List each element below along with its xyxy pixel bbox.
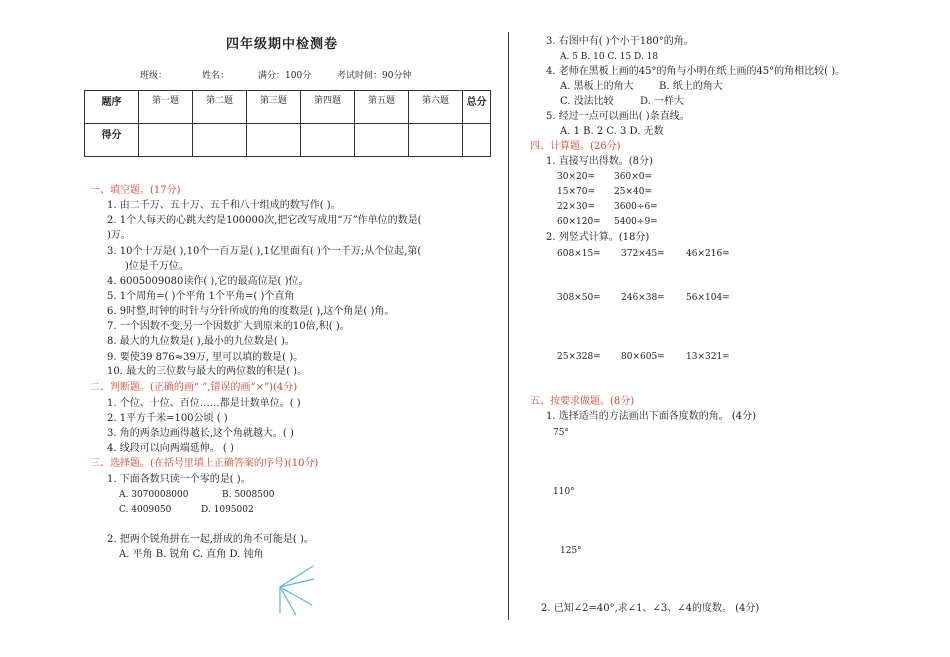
question-item: 5. 经过一点可以画出( )条直线。	[546, 111, 690, 122]
question-item: 1. 选择适当的方法画出下面各度数的角。 (4分)	[546, 411, 757, 422]
calc-item: 25×40=	[614, 187, 652, 197]
choice-option: D. 一样大	[640, 96, 685, 107]
choice-option: C. 4009050	[119, 505, 172, 515]
angle-label: 125°	[560, 546, 582, 556]
question-item: 3. 角的两条边画得越长,这个角就越大。( )	[107, 428, 294, 439]
score-input-cell[interactable]	[247, 124, 301, 157]
calc-item: 360×0=	[614, 172, 652, 182]
name-label: 姓名：	[202, 71, 230, 81]
question-item: 1. 直接写出得数。(8分)	[546, 156, 653, 167]
section-choice-title: 三、选择题。(在括号里填上正确答案的序号)(10分)	[90, 458, 319, 469]
column-divider	[508, 32, 509, 620]
choice-option: A. 3070008000	[119, 490, 189, 500]
question-item: )万。	[107, 230, 131, 241]
class-label: 班级：	[140, 71, 168, 81]
question-item: 2. 1平方千米=100公顷 ( )	[107, 413, 228, 424]
score-input-cell[interactable]	[355, 124, 409, 157]
choice-option: B. 纸上的角大	[659, 81, 723, 92]
full-score-label: 满分：100分	[258, 71, 312, 81]
score-input-cell[interactable]	[139, 124, 193, 157]
calc-item: 372×45=	[621, 249, 665, 259]
calc-item: 246×38=	[621, 293, 665, 303]
question-item: 1. 由二千万、五十万、五千和八十组成的数写作( )。	[107, 200, 341, 211]
question-item: 10. 最大的三位数与最大的两位数的积是( )。	[107, 366, 308, 377]
question-item: 4. 老师在黑板上画的45°的角与小明在纸上画的45°的角相比较( )。	[546, 66, 846, 77]
calc-item: 80×605=	[621, 352, 665, 362]
question-item: 7. 一个因数不变,另一个因数扩大到原来的10倍,积( )。	[107, 321, 350, 332]
score-table-score-row	[85, 124, 491, 157]
question-item: 5. 1个周角=( )个平角 1个平角=( )个直角	[107, 291, 295, 302]
choice-options: A. 平角 B. 锐角 C. 直角 D. 钝角	[119, 549, 264, 560]
calc-item: 30×20=	[557, 172, 595, 182]
ray-fan-figure	[270, 565, 320, 617]
question-item: 8. 最大的九位数是( ),最小的九位数是( )。	[107, 336, 295, 347]
exam-time-label: 考试时间：90分钟	[337, 71, 412, 81]
question-item: 1. 个位、十位、百位……都是计数单位。( )	[107, 398, 301, 409]
question-item: 3. 右图中有( )个小于180°的角。	[546, 36, 694, 47]
score-table-cell: 第五题	[355, 91, 409, 124]
score-table	[84, 90, 491, 157]
calc-item: 56×104=	[686, 293, 730, 303]
calc-item: 608×15=	[557, 249, 601, 259]
choice-option: C. 没法比较	[560, 96, 614, 107]
score-table-cell: 第二题	[193, 91, 247, 124]
score-table-cell: 第三题	[247, 91, 301, 124]
score-table-cell: 得分	[85, 124, 139, 157]
calc-item: 60×120=	[557, 217, 601, 227]
score-table-header-row	[85, 91, 491, 124]
question-item: 1. 下面各数只读一个零的是( )。	[107, 474, 251, 485]
calc-item: 13×321=	[686, 352, 730, 362]
section-calc-title: 四、计算题。(26分)	[530, 141, 621, 152]
score-table-cell: 第四题	[301, 91, 355, 124]
score-input-cell[interactable]	[301, 124, 355, 157]
choice-option: B. 5008500	[222, 490, 275, 500]
section-true-false-title: 二、判断题。(正确的画“ ”,错误的画“×”)(4分)	[90, 382, 298, 393]
section-fill-blank-title: 一、填空题。(17分)	[90, 185, 181, 196]
calc-item: 308×50=	[557, 293, 601, 303]
question-item: 3. 10个十万是( ),10个一百万是( ),1亿里面有( )个一千万;从个位起,第(	[107, 246, 422, 257]
calc-item: 3600÷6=	[614, 202, 658, 212]
question-item: 2. 已知∠2=40°,求∠1、∠3、∠4的度数。 (4分)	[541, 603, 760, 614]
score-table-cell: 第六题	[409, 91, 463, 124]
question-item: 2. 把两个锐角拼在一起,拼成的角不可能是( )。	[107, 534, 314, 545]
calc-item: 15×70=	[557, 187, 595, 197]
score-table-cell: 题序	[85, 91, 139, 124]
calc-item: 46×216=	[686, 249, 730, 259]
score-table-cell: 总分	[463, 91, 491, 124]
choice-options: A. 1 B. 2 C. 3 D. 无数	[560, 126, 664, 137]
angle-label: 75°	[553, 428, 569, 438]
page-title: 四年级期中检测卷	[226, 37, 339, 52]
score-table-cell: 第一题	[139, 91, 193, 124]
question-item: 6. 9时整,时钟的时针与分针所成的角的度数是( ),这个角是( )角。	[107, 306, 395, 317]
section-task-title: 五、按要求做题。(8分)	[530, 396, 635, 407]
choice-option: A. 黑板上的角大	[560, 81, 634, 92]
choice-option: D. 1095002	[201, 505, 254, 515]
choice-options: A. 5 B. 10 C. 15 D. 18	[560, 52, 659, 62]
question-item: 2. 列竖式计算。(18分)	[546, 232, 650, 243]
question-item: 4. 6005009080读作( ),它的最高位是( )位。	[107, 276, 309, 287]
calc-item: 5400÷9=	[614, 217, 658, 227]
question-item: 9. 要使39 876≈39万, 里可以填的数是( )。	[107, 352, 304, 363]
question-item: 4. 线段可以向两端延伸。 ( )	[107, 443, 234, 454]
calc-item: 25×328=	[557, 352, 601, 362]
score-input-cell[interactable]	[193, 124, 247, 157]
score-input-cell[interactable]	[409, 124, 463, 157]
calc-item: 22×30=	[557, 202, 595, 212]
question-item: )位是千万位。	[125, 261, 189, 272]
score-input-cell[interactable]	[463, 124, 491, 157]
angle-label: 110°	[553, 487, 575, 497]
question-item: 2. 1个人每天的心跳大约是100000次,把它改写成用“万”作单位的数是(	[107, 215, 422, 226]
